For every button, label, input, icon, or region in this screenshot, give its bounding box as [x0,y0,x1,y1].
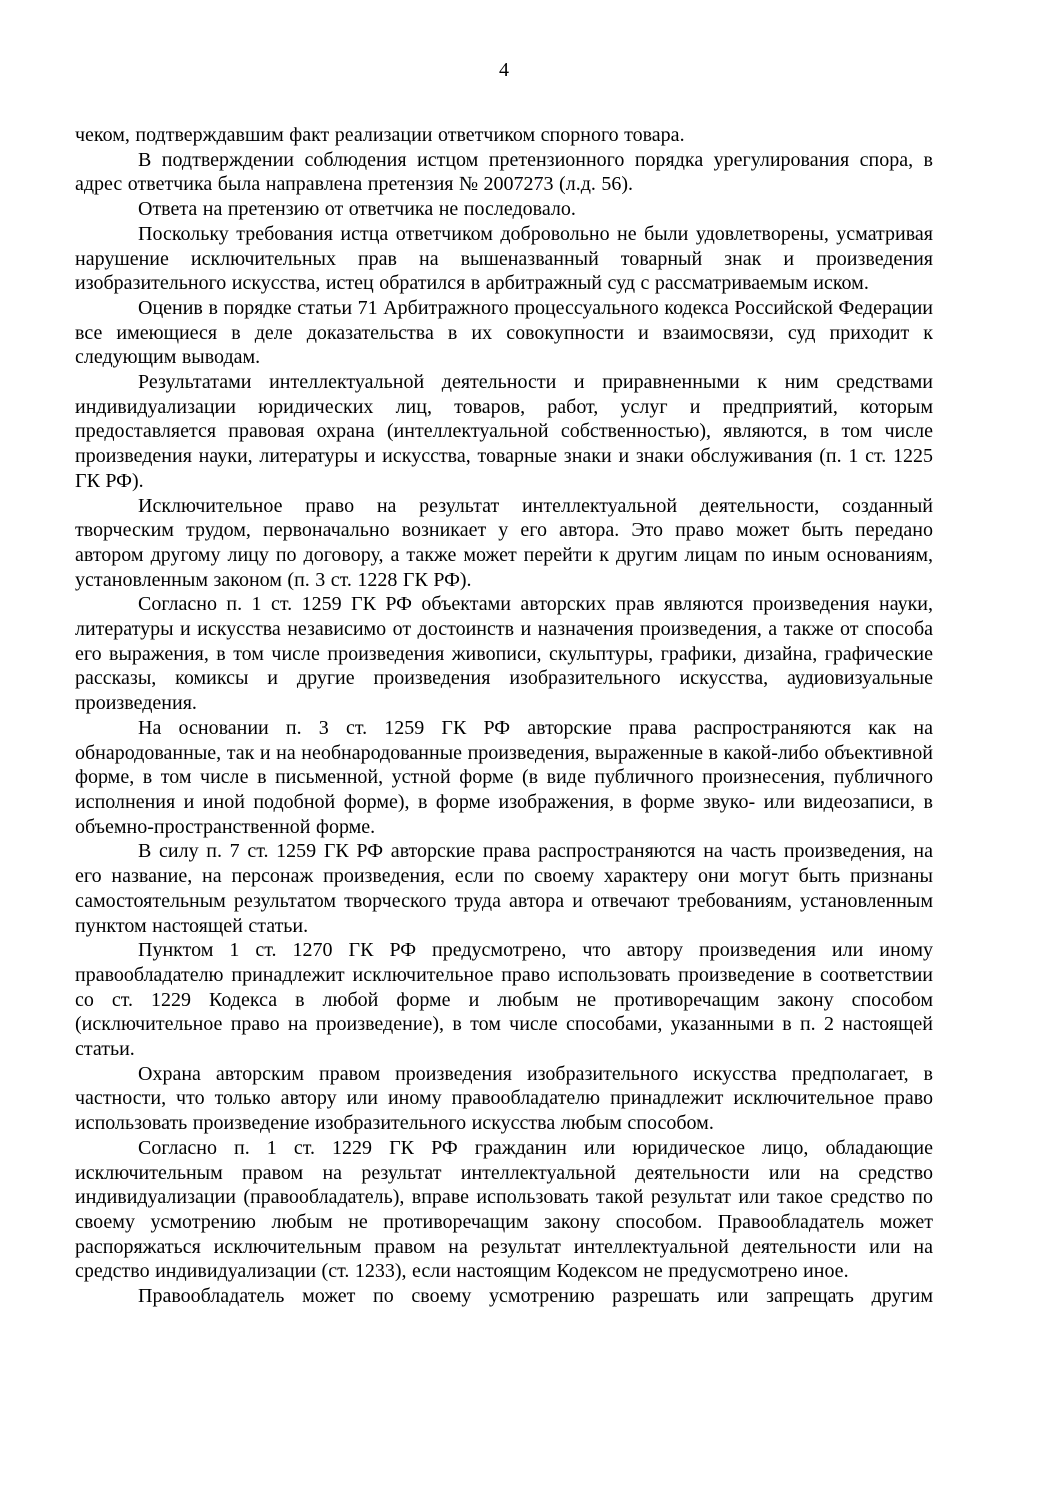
paragraph: Результатами интеллектуальной деятельности и приравненными к ним средствами индивидуализации юридических лиц, товаров, работ, услуг и предприятий, которым предоставляется правовая охрана (интеллектуальной собственностью), являются, в том числе произведения науки, литературы и искусства, товарные знаки и знаки обслуживания (п. 1 ст. 1225 ГК РФ). [75,371,933,492]
document-body [75,123,933,1309]
paragraph: Ответа на претензию от ответчика не последовало. [138,198,576,221]
paragraph: Исключительное право на результат интеллектуальной деятельности, созданный творческим трудом, первоначально возникает у его автора. Это право может быть передано автором другому лицу по договору, а также может перейти к другим лицам по иным основаниям, установленным законом (п. 3 ст. 1228 ГК РФ). [75,494,933,591]
paragraph: В подтверждении соблюдения истцом претензионного порядка урегулирования спора, в адрес ответчика была направлена претензия № 2007273 (л.д. 56). [75,148,933,196]
paragraph: Правообладатель может по своему усмотрению разрешать или запрещать другим [138,1285,933,1308]
paragraph: Согласно п. 1 ст. 1259 ГК РФ объектами авторских прав являются произведения науки, литературы и искусства независимо от достоинств и назначения произведения, а также от способа его выражения, в том числе произведения живописи, скульптуры, графики, дизайна, графические рассказы, комиксы и другие произведения изобразительного искусства, аудиовизуальные произведения. [75,593,933,715]
paragraph: Согласно п. 1 ст. 1229 ГК РФ гражданин или юридическое лицо, обладающие исключительным правом на результат интеллектуальной деятельности или на средство индивидуализации (правообладатель), вправе использовать такой результат или такое средство по своему усмотрению любым не противоречащим закону способом. Правообладатель может распоряжаться исключительным правом на результат интеллектуальной деятельности или на средство индивидуализации (ст. 1233), если настоящим Кодексом не предусмотрено иное. [75,1136,933,1283]
paragraph: В силу п. 7 ст. 1259 ГК РФ авторские права распространяются на часть произведения, на его название, на персонаж произведения, если по своему характеру они могут быть признаны самостоятельным результатом творческого труда автора и отвечают требованиям, установленным пунктом настоящей статьи. [75,840,933,937]
paragraph: Пунктом 1 ст. 1270 ГК РФ предусмотрено, что автору произведения или иному правообладателю принадлежит исключительное право использовать произведение в соответствии со ст. 1229 Кодекса в любой форме и любым не противоречащим закону способом (исключительное право на произведение), в том числе способами, указанными в п. 2 настоящей статьи. [75,939,933,1061]
paragraph: Оценив в порядке статьи 71 Арбитражного процессуального кодекса Российской Федерации все имеющиеся в деле доказательства в их совокупности и взаимосвязи, суд приходит к следующим выводам. [75,296,933,369]
paragraph: Поскольку требования истца ответчиком добровольно не были удовлетворены, усматривая нарушение исключительных прав на вышеназванный товарный знак и произведения изобразительного искусства, истец обратился в арбитражный суд с рассматриваемым иском. [75,222,933,295]
paragraph: На основании п. 3 ст. 1259 ГК РФ авторские права распространяются как на обнародованные, так и на необнародованные произведения, выраженные в какой-либо объективной форме, в том числе в письменной, устной форме (в виде публичного произнесения, публичного исполнения и иной подобной форме), в форме изображения, в форме звуко- или видеозаписи, в объемно-пространственной форме. [75,716,933,838]
paragraph: чеком, подтверждавшим факт реализации ответчиком спорного товара. [75,124,685,146]
page-number: 4 [499,59,509,81]
paragraph: Охрана авторским правом произведения изобразительного искусства предполагает, в частности, что только автору или иному правообладателю принадлежит исключительное право использовать произведение изобразительного искусства любым способом. [75,1062,933,1135]
